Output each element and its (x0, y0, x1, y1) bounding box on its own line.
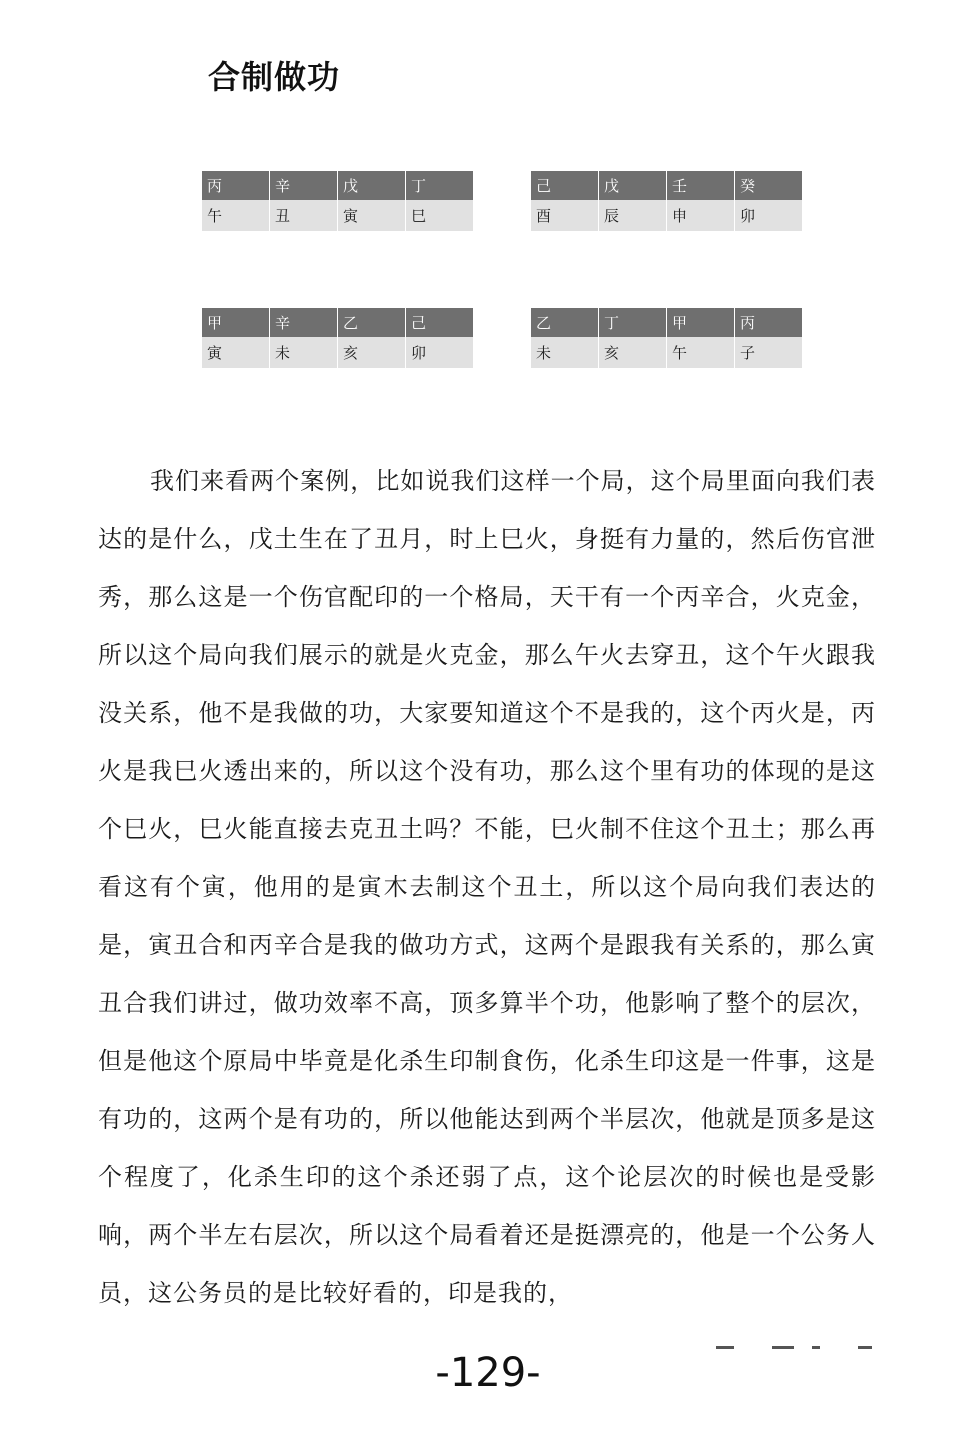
stem-day: 甲 (667, 308, 735, 337)
branch-hour: 子 (735, 337, 803, 368)
stem-hour: 丁 (406, 171, 474, 200)
branch-year: 未 (531, 337, 599, 368)
branch-day: 申 (667, 200, 735, 231)
page-title: 合制做功 (208, 58, 341, 96)
stem-hour: 己 (406, 308, 474, 337)
stem-day: 壬 (667, 171, 735, 200)
bazi-chart-4 (531, 308, 802, 368)
branch-hour: 卯 (735, 200, 803, 231)
body-paragraph: 我们来看两个案例，比如说我们这样一个局，这个局里面向我们表达的是什么，戊土生在了丑月，时上巳火，身挺有力量的，然后伤官泄秀，那么这是一个伤官配印的一个格局，天干有一个丙辛合，火克金，所以这个局向我们展示的就是火克金，那么午火去穿丑，这个午火跟我没关系，他不是我做的功，大家要知道这个不是我的，这个丙火是，丙火是我巳火透出来的，所以这个没有功，那么这个里有功的体现的是这个巳火，巳火能直接去克丑土吗？不能，巳火制不住这个丑土；那么再看这有个寅，他用的是寅木去制这个丑土，所以这个局向我们表达的是，寅丑合和丙辛合是我的做功方式，这两个是跟我有关系的，那么寅丑合我们讲过，做功效率不高，顶多算半个功，他影响了整个的层次，但是他这个原局中毕竟是化杀生印制食伤，化杀生印这是一件事，这是有功的，这两个是有功的，所以他能达到两个半层次，他就是顶多是这个程度了，化杀生印的这个杀还弱了点，这个论层次的时候也是受影响，两个半左右层次，所以这个局看着还是挺漂亮的，他是一个公务人员，这公务员的是比较好看的，印是我的， (98, 467, 876, 1307)
branch-month: 辰 (599, 200, 667, 231)
branch-month: 未 (270, 337, 338, 368)
heavenly-stems-row (531, 308, 802, 337)
stem-month: 戊 (599, 171, 667, 200)
stem-month: 丁 (599, 308, 667, 337)
heavenly-stems-row (202, 171, 473, 200)
branch-day: 亥 (338, 337, 406, 368)
stem-month: 辛 (270, 308, 338, 337)
branch-hour: 巳 (406, 200, 474, 231)
page-number: -129- (435, 1350, 541, 1396)
scan-artifact-mark (772, 1346, 794, 1349)
scan-artifact-mark (858, 1346, 872, 1349)
branch-year: 午 (202, 200, 270, 231)
earthly-branches-row (531, 200, 802, 231)
earthly-branches-row (202, 337, 473, 368)
stem-day: 戊 (338, 171, 406, 200)
stem-hour: 丙 (735, 308, 803, 337)
branch-hour: 卯 (406, 337, 474, 368)
bazi-chart-1 (202, 171, 473, 231)
earthly-branches-row (531, 337, 802, 368)
scan-artifact-mark (812, 1346, 820, 1349)
heavenly-stems-row (202, 308, 473, 337)
stem-year: 己 (531, 171, 599, 200)
branch-day: 寅 (338, 200, 406, 231)
bazi-chart-3 (202, 308, 473, 368)
stem-month: 辛 (270, 171, 338, 200)
branch-year: 酉 (531, 200, 599, 231)
branch-month: 亥 (599, 337, 667, 368)
stem-hour: 癸 (735, 171, 803, 200)
branch-month: 丑 (270, 200, 338, 231)
branch-year: 寅 (202, 337, 270, 368)
stem-year: 甲 (202, 308, 270, 337)
stem-year: 丙 (202, 171, 270, 200)
earthly-branches-row (202, 200, 473, 231)
stem-year: 乙 (531, 308, 599, 337)
stem-day: 乙 (338, 308, 406, 337)
branch-day: 午 (667, 337, 735, 368)
heavenly-stems-row (531, 171, 802, 200)
scan-artifact-mark (716, 1346, 734, 1349)
bazi-chart-2 (531, 171, 802, 231)
